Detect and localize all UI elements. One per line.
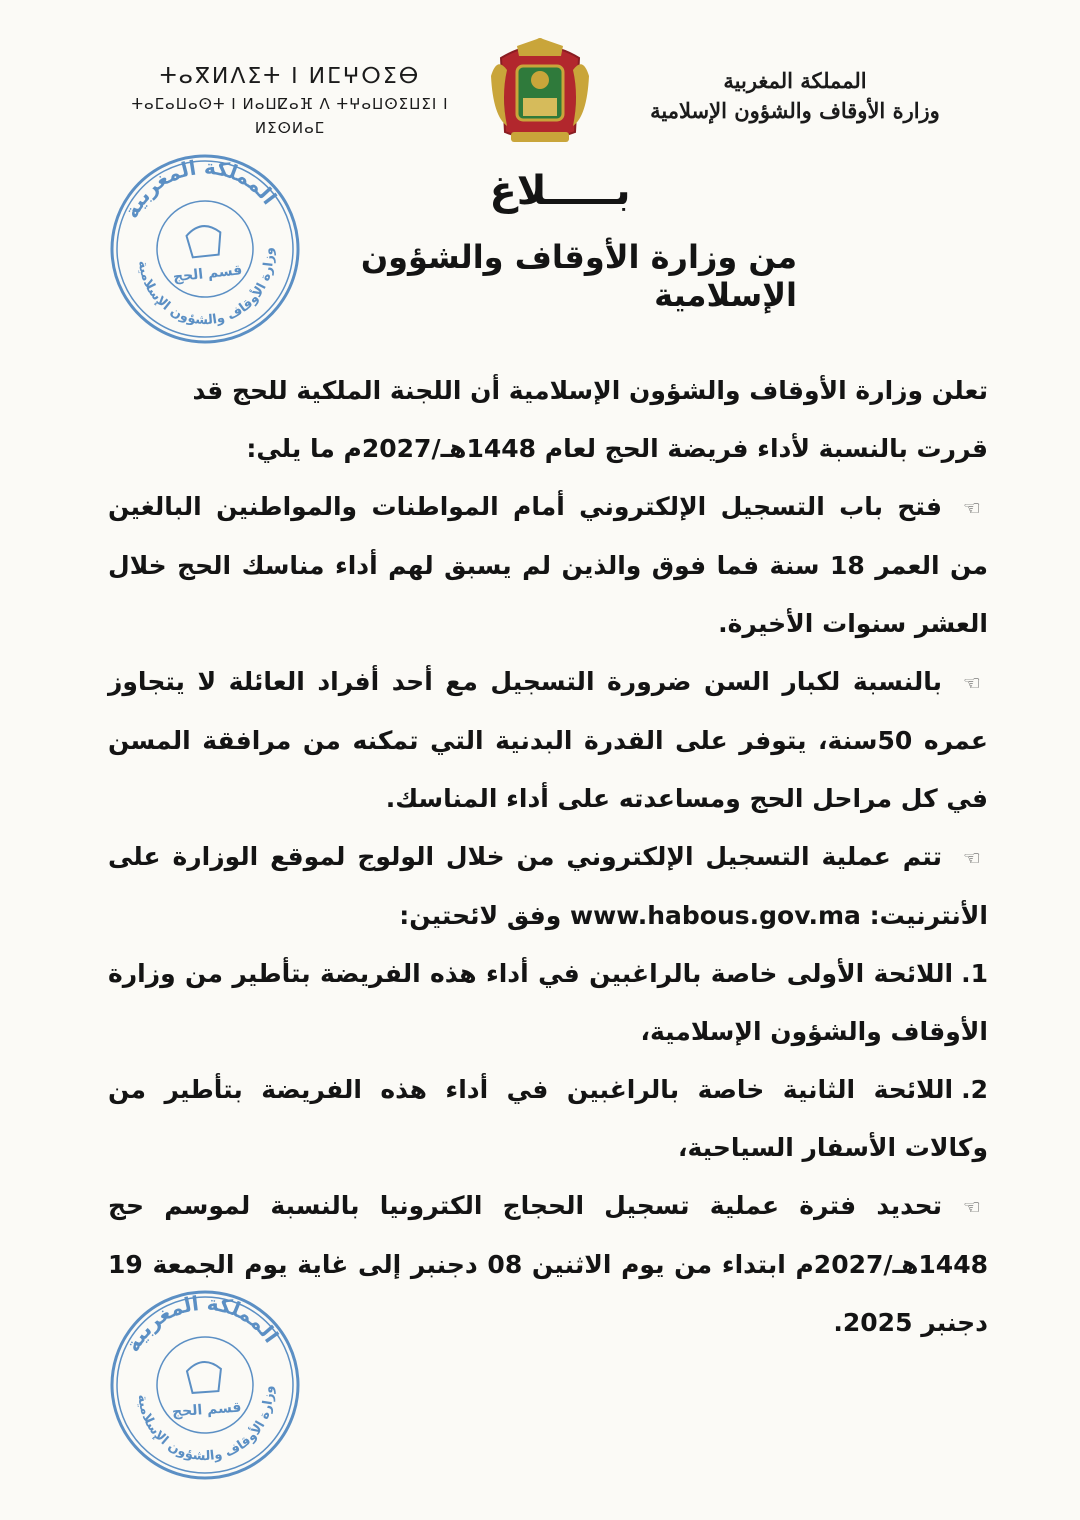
tifinagh-ministry: ⵜⴰⵎⴰⵡⴰⵙⵜ ⵏ ⵍⴰⵡⵇⴰⴼ ⴷ ⵜⵖⴰⵡⵙⵉⵡⵉⵏ ⵏ ⵍⵉⵙⵍⴰⵎ <box>131 95 449 137</box>
coat-of-arms-icon <box>487 36 593 144</box>
kingdom-name: المملكة المغربية <box>723 68 867 93</box>
intro-line-2: قررت بالنسبة لأداء فريضة الحج لعام 1448هـ/2027م ما يلي: <box>246 434 988 463</box>
ministry-name: وزارة الأوقاف والشؤون الإسلامية <box>650 98 940 123</box>
list-text: اللائحة الثانية خاصة بالراغبين في أداء هذه الفريضة بتأطير من وكالات الأسفار السياحية، <box>108 1075 988 1162</box>
pointing-hand-icon: ☜ <box>963 496 981 520</box>
bullet-item-3 <box>108 828 988 945</box>
list-number: 2. <box>961 1075 988 1104</box>
item-text: فتح باب التسجيل الإلكتروني أمام المواطنات والمواطنين البالغين من العمر 18 سنة فما فوق والذين لم يسبق لهم أداء مناسك الحج خلال العشر سنوات الأخيرة. <box>108 492 988 638</box>
official-stamp-top <box>98 142 311 355</box>
document-subtitle: من وزارة الأوقاف والشؤون الإسلامية <box>360 238 797 314</box>
list-item-2 <box>108 1061 988 1177</box>
item-text-after: وفق لائحتين: <box>399 901 562 930</box>
tifinagh-kingdom: ⵜⴰⴳⵍⴷⵉⵜ ⵏ ⵍⵎⵖⵔⵉⴱ <box>159 64 421 89</box>
svg-text:المملكة المغربية <box>117 1285 284 1357</box>
pointing-hand-icon: ☜ <box>963 846 981 870</box>
list-item-1 <box>108 945 988 1061</box>
ministry-header <box>630 66 960 126</box>
list-number: 1. <box>961 959 988 988</box>
item-text-before: تتم عملية التسجيل الإلكتروني من خلال الولوج لموقع الوزارة على الأنترنيت: <box>108 842 988 930</box>
item-text: تحديد فترة عملية تسجيل الحجاج الكترونيا بالنسبة لموسم حج 1448هـ/2027م ابتداء من يوم الاثنين 08 دجنبر إلى غاية يوم الجمعة 19 دجنبر 2025. <box>108 1191 988 1337</box>
stamp-outer-text: المملكة المغربية <box>118 154 282 222</box>
pointing-hand-icon: ☜ <box>963 671 981 695</box>
list-text: اللائحة الأولى خاصة بالراغبين في أداء هذه الفريضة بتأطير من وزارة الأوقاف والشؤون الإسلامية، <box>108 959 988 1046</box>
item-text: بالنسبة لكبار السن ضرورة التسجيل مع أحد أفراد العائلة لا يتجاوز عمره 50سنة، يتوفر على القدرة البدنية التي تمكنه من مرافقة المسن في كل مراحل الحج ومساعدته على أداء المناسك. <box>108 667 988 813</box>
bullet-item-1 <box>108 478 988 653</box>
pointing-hand-icon: ☜ <box>963 1195 981 1219</box>
stamp-middle-text: قسم الحج <box>171 1399 242 1421</box>
bullet-item-2 <box>108 653 988 828</box>
document-body <box>108 362 988 1352</box>
stamp-bottom-text: وزارة الأوقاف والشؤون الإسلامية <box>134 246 277 329</box>
official-stamp-bottom <box>101 1281 308 1488</box>
svg-text:المملكة المغربية <box>114 147 283 224</box>
intro-line-1: تعلن وزارة الأوقاف والشؤون الإسلامية أن اللجنة الملكية للحج قد <box>192 376 988 405</box>
stamp-middle-text: قسم الحج <box>172 262 244 286</box>
stamp-bottom-text: وزارة الأوقاف والشؤون الإسلامية <box>134 1385 277 1465</box>
tifinagh-header <box>110 62 470 140</box>
svg-text:وزارة الأوقاف والشؤون الإسلامي <box>134 1385 281 1469</box>
ministry-website-link[interactable]: www.habous.gov.ma <box>570 901 861 930</box>
document-title: بـــــلاغ <box>489 168 631 214</box>
stamp-outer-text: المملكة المغربية <box>120 1290 284 1356</box>
